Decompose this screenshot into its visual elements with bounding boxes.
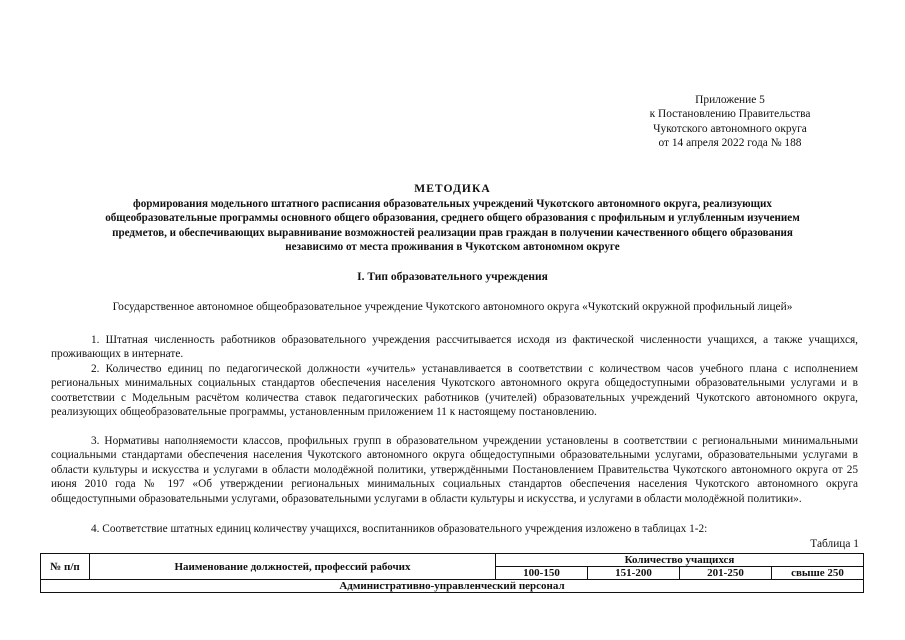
subtitle-line: независимо от места проживания в Чукотском автономном округе xyxy=(285,240,620,253)
appendix-line: Приложение 5 xyxy=(695,94,765,106)
subtitle-line: общеобразовательные программы основного общего образования, среднего общего образования с профильным и углубленным изучением xyxy=(105,212,800,225)
paragraph-1: 1. Штатная численность работников образовательного учреждения рассчитывается исходя из фактической численности учащихся, а также учащихся, проживающих в интернате. xyxy=(51,334,858,361)
header-range-1: 100-150 xyxy=(496,567,588,580)
appendix-header xyxy=(610,93,850,151)
table-label: Таблица 1 xyxy=(810,538,859,550)
group-row-label: Административно-управленческий персонал xyxy=(41,580,864,593)
appendix-line: Чукотского автономного округа xyxy=(653,122,807,135)
table-header-row xyxy=(41,554,864,567)
paragraph-2: 2. Количество единиц по педагогической должности «учитель» устанавливается в соответствии с количеством часов учебного плана с исполнением региональных минимальных социальных стандартов обеспечения населения Чукотского автономного округа общедоступными образовательными услугами и в соответствии с Модельным расчётом количества ставок педагогических работников (учителей) образовательных учреждений Чукотского автономного округа, реализующих общеобразовательные программы, установленным приложением 11 к настоящему постановлению. xyxy=(51,363,858,419)
institution-name: Государственное автономное общеобразовательное учреждение Чукотского автономного округа «Чукотский окружной профильный лицей» xyxy=(112,301,793,313)
header-range-2: 151-200 xyxy=(588,567,680,580)
section-heading: I. Тип образовательного учреждения xyxy=(357,271,548,283)
header-students: Количество учащихся xyxy=(496,554,864,567)
appendix-line: к Постановлению Правительства xyxy=(649,108,811,121)
subtitle-line: предметов, и обеспечивающих выравнивание возможностей реализации прав граждан в получении качественного общего образования xyxy=(112,226,793,239)
staffing-table xyxy=(40,553,864,593)
table-group-row xyxy=(41,580,864,593)
subtitle-line: формирования модельного штатного расписания образовательных учреждений Чукотского автономного округа, реализующих xyxy=(133,198,772,210)
header-number: № п/п xyxy=(41,554,90,580)
paragraph-3: 3. Нормативы наполняемости классов, профильных групп в образовательном учреждении установлены в соответствии с региональными минимальными социальными стандартами обеспечения населения Чукотского автономного округа общедоступными образовательными услугами, образовательными услугами в области культуры и искусства и услугами в области молодёжной политики, утверждёнными Постановлением Правительства Чукотского автономного округа от 25 июня 2010 года № 197 «Об утверждении региональных минимальных социальных стандартов обеспечения населения Чукотского автономного округа общедоступными образовательными услугами, образовательными услугами в области культуры и искусства, и услугами в области молодёжной политики». xyxy=(51,435,858,505)
header-range-3: 201-250 xyxy=(680,567,772,580)
document-subtitle xyxy=(40,197,865,254)
paragraph-4: 4. Соответствие штатных единиц количеству учащихся, воспитанников образовательного учреждения изложено в таблицах 1-2: xyxy=(91,523,708,535)
header-range-4: свыше 250 xyxy=(772,567,864,580)
header-position: Наименование должностей, профессий рабочих xyxy=(90,554,496,580)
appendix-line: от 14 апреля 2022 года № 188 xyxy=(658,137,802,150)
document-title: МЕТОДИКА xyxy=(414,182,491,195)
